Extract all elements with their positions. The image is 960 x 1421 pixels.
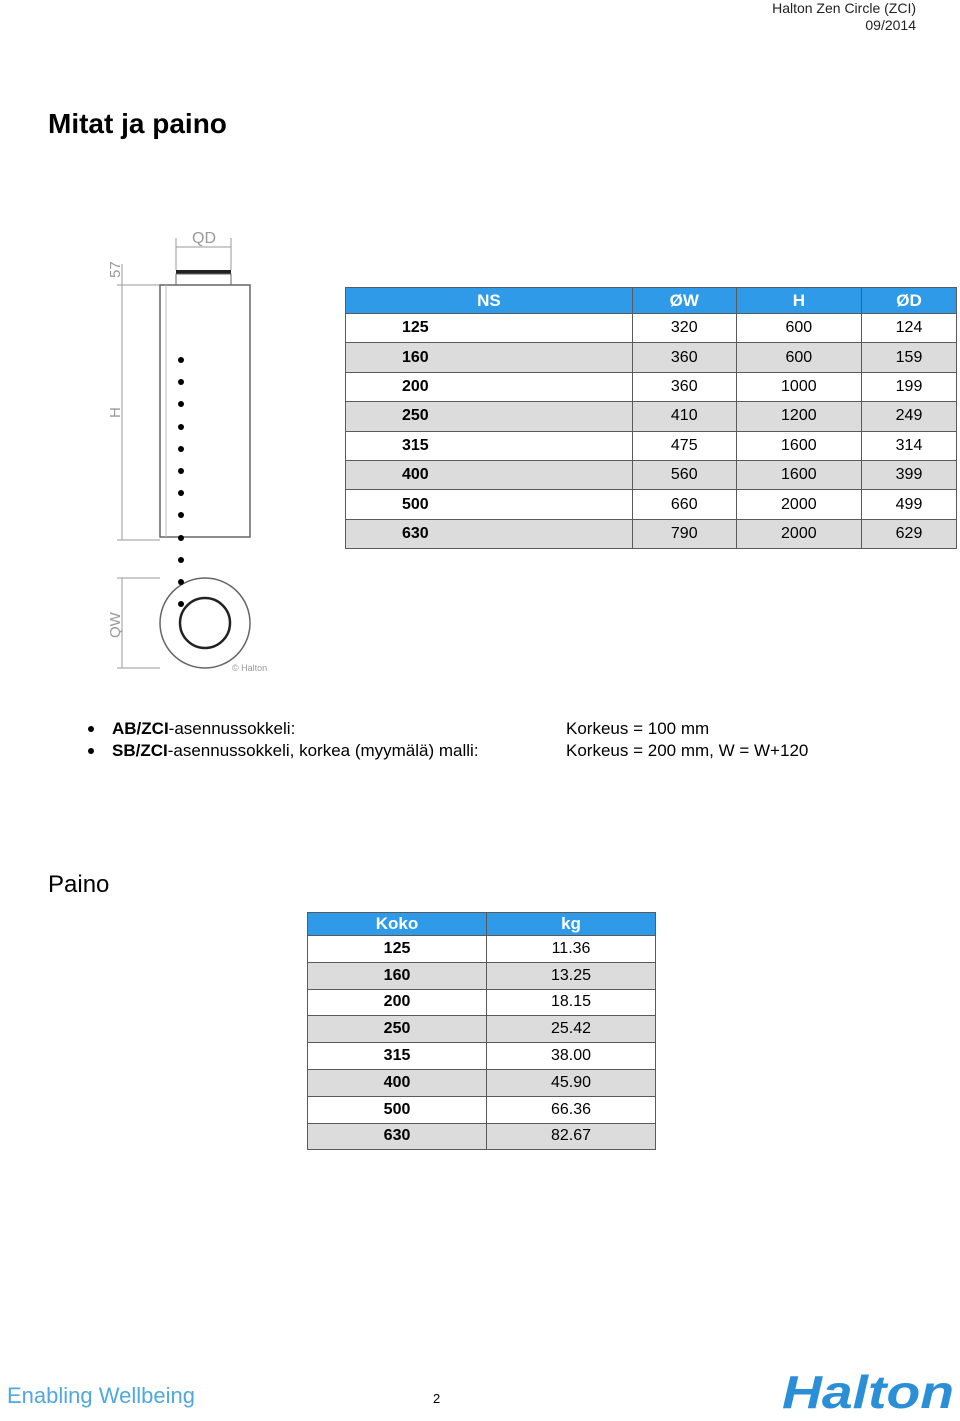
cell-w: 360	[632, 372, 736, 401]
weight-title: Paino	[48, 871, 110, 898]
cell-d: 124	[862, 314, 957, 343]
note-code: SB/ZCI	[112, 741, 168, 760]
dot	[178, 535, 184, 541]
cell-kg: 25.42	[487, 1016, 656, 1043]
cell-d: 159	[862, 343, 957, 372]
note-value: Korkeus = 100 mm	[566, 719, 710, 738]
qw-label: QW	[107, 612, 124, 638]
cell-w: 360	[632, 343, 736, 372]
table-row	[308, 989, 656, 1016]
dot	[178, 357, 184, 363]
cell-ns: 200	[346, 372, 633, 401]
table-row	[308, 1123, 656, 1150]
cell-ns: 250	[346, 402, 633, 431]
table-row	[308, 936, 656, 963]
cell-w: 475	[632, 431, 736, 460]
cell-h: 2000	[736, 519, 861, 548]
table-row	[308, 1069, 656, 1096]
cell-koko: 315	[308, 1043, 487, 1070]
cell-ns: 125	[346, 314, 633, 343]
cell-ns: 315	[346, 431, 633, 460]
dot	[178, 601, 184, 607]
copyright-label: © Halton	[232, 663, 268, 673]
header-product: Halton Zen Circle (ZCI)	[772, 0, 916, 16]
cell-w: 660	[632, 490, 736, 519]
dot	[178, 401, 184, 407]
halton-logo	[780, 1368, 958, 1414]
page-number: 2	[433, 1391, 441, 1406]
table-row	[346, 402, 957, 431]
table-row	[308, 1016, 656, 1043]
cell-h: 1600	[736, 460, 861, 489]
cell-h: 2000	[736, 490, 861, 519]
table-row	[308, 1096, 656, 1123]
table-row	[346, 314, 957, 343]
cell-w: 410	[632, 402, 736, 431]
table-row	[346, 343, 957, 372]
cell-w: 790	[632, 519, 736, 548]
cell-koko: 160	[308, 962, 487, 989]
cell-ns: 630	[346, 519, 633, 548]
dot	[178, 512, 184, 518]
cell-h: 600	[736, 343, 861, 372]
note-value: Korkeus = 200 mm, W = W+120	[566, 741, 809, 760]
bullet-icon	[88, 726, 94, 732]
cell-h: 1000	[736, 372, 861, 401]
cell-koko: 250	[308, 1016, 487, 1043]
cell-kg: 82.67	[487, 1123, 656, 1150]
table-row	[346, 431, 957, 460]
dimensions-table	[345, 287, 957, 549]
cell-h: 600	[736, 314, 861, 343]
cell-w: 560	[632, 460, 736, 489]
cell-koko: 630	[308, 1123, 487, 1150]
col-koko: Koko	[308, 913, 487, 936]
cell-koko: 200	[308, 989, 487, 1016]
h57-label: 57	[107, 261, 124, 278]
table-row	[346, 519, 957, 548]
h-label: H	[107, 407, 124, 418]
cell-d: 314	[862, 431, 957, 460]
cell-ns: 500	[346, 490, 633, 519]
dot	[178, 579, 184, 585]
note-label	[112, 718, 295, 740]
dot	[178, 557, 184, 563]
cell-kg: 18.15	[487, 989, 656, 1016]
weight-header-row	[308, 913, 656, 936]
bullet-icon	[88, 748, 94, 754]
cell-d: 629	[862, 519, 957, 548]
footer-tagline: Enabling Wellbeing	[7, 1383, 195, 1408]
dot	[178, 490, 184, 496]
dimensions-header-row	[346, 288, 957, 314]
col-kg: kg	[487, 913, 656, 936]
note-text: -asennussokkeli, korkea (myymälä) malli:	[167, 741, 479, 760]
cell-kg: 13.25	[487, 962, 656, 989]
logo-wordmark: Halton	[782, 1368, 954, 1414]
col-ns: NS	[346, 288, 633, 314]
cell-koko: 125	[308, 936, 487, 963]
cell-d: 199	[862, 372, 957, 401]
header-date: 09/2014	[865, 17, 916, 33]
cell-h: 1200	[736, 402, 861, 431]
col-h: H	[736, 288, 861, 314]
page-header	[772, 0, 916, 34]
note-text: -asennussokkeli:	[168, 719, 296, 738]
dot	[178, 424, 184, 430]
dot	[178, 446, 184, 452]
table-row	[346, 460, 957, 489]
cell-ns: 400	[346, 460, 633, 489]
cell-kg: 45.90	[487, 1069, 656, 1096]
cell-d: 399	[862, 460, 957, 489]
table-row	[308, 1043, 656, 1070]
page-title: Mitat ja paino	[48, 108, 227, 139]
dot-column	[178, 357, 190, 623]
cell-kg: 38.00	[487, 1043, 656, 1070]
cell-koko: 400	[308, 1069, 487, 1096]
cell-ns: 160	[346, 343, 633, 372]
cell-kg: 11.36	[487, 936, 656, 963]
col-d: ØD	[862, 288, 957, 314]
cell-koko: 500	[308, 1096, 487, 1123]
weight-table	[307, 912, 656, 1150]
col-w: ØW	[632, 288, 736, 314]
cell-d: 499	[862, 490, 957, 519]
dot	[178, 468, 184, 474]
cell-d: 249	[862, 402, 957, 431]
cell-kg: 66.36	[487, 1096, 656, 1123]
cell-h: 1600	[736, 431, 861, 460]
table-row	[308, 962, 656, 989]
note-label	[112, 740, 479, 762]
note-code: AB/ZCI	[112, 719, 169, 738]
cell-w: 320	[632, 314, 736, 343]
dot	[178, 379, 184, 385]
table-row	[346, 372, 957, 401]
qd-label: QD	[192, 230, 216, 247]
table-row	[346, 490, 957, 519]
